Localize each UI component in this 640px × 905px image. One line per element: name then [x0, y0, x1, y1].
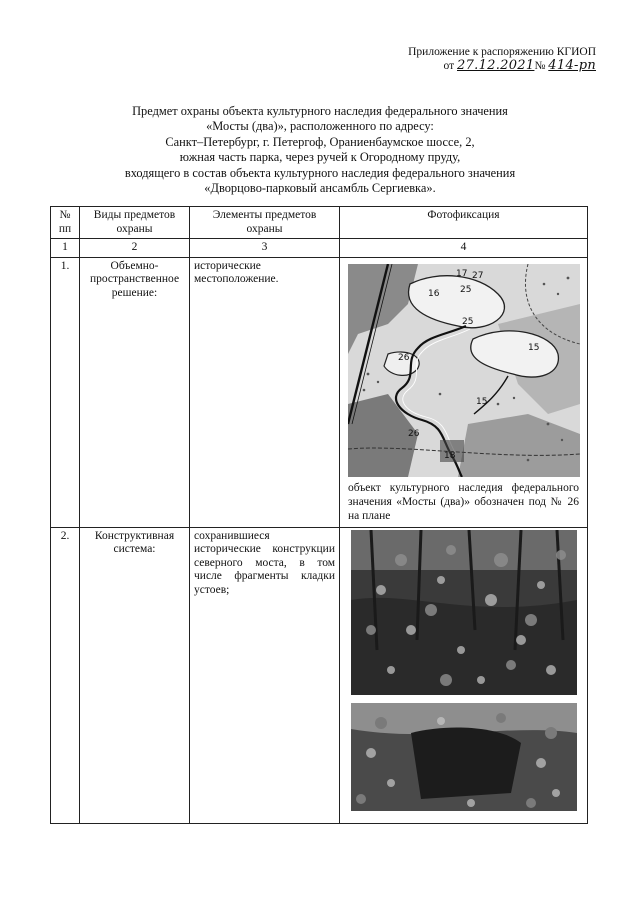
title-line: «Мосты (два)», расположенного по адресу: — [206, 119, 434, 134]
column-number-row — [51, 239, 588, 258]
map-label: 25 — [461, 316, 473, 327]
title-line: Предмет охраны объекта культурного наследия федерального значения — [132, 104, 508, 118]
title-line: входящего в состав объекта культурного наследия федерального значения — [124, 165, 516, 180]
header-photo: Фотофиксация — [340, 207, 588, 239]
table-row — [51, 527, 588, 823]
column-number: 3 — [190, 239, 340, 258]
table-row — [51, 257, 588, 527]
document-title — [60, 104, 580, 196]
map-label: 15 — [475, 396, 487, 407]
map-label: 26 — [397, 352, 409, 363]
title-line: «Дворцово-парковый ансамбль Сергиевка». — [204, 181, 436, 196]
row-element: исторические местоположение. — [190, 257, 340, 527]
row-num: 2. — [51, 527, 80, 823]
column-number: 4 — [340, 239, 588, 258]
annex-number: 414-рп — [548, 58, 596, 73]
map-caption: объект культурного наследия федерального значения «Мосты (два)» обозначен под № 26 на плане — [348, 481, 579, 522]
protection-table — [50, 206, 588, 824]
map-label: 27 — [471, 270, 483, 281]
map-label: 15 — [527, 342, 539, 353]
column-number: 2 — [80, 239, 190, 258]
map-label: 26 — [407, 428, 419, 439]
header-elements: Элементы предметов охраны — [190, 207, 340, 239]
title-line: южная часть парка, через ручей к Огородному пруду, — [179, 150, 461, 165]
map-label: 18 — [443, 450, 455, 461]
photo-abutment-masonry — [351, 703, 577, 811]
header-kinds: Виды предметов охраны — [80, 207, 190, 239]
annex-date-line — [350, 59, 596, 73]
photo-cell — [340, 257, 588, 527]
map-label: 16 — [427, 288, 439, 299]
map-label: 25 — [459, 284, 471, 295]
table-header-row — [51, 207, 588, 239]
row-element: сохранившиеся исторические конструкции северного моста, в том числе фрагменты кладки устоев; — [190, 527, 340, 823]
annex-prefix: от — [443, 60, 455, 72]
photo-north-bridge-overview — [351, 530, 577, 695]
column-number: 1 — [51, 239, 80, 258]
annex-no-sign: № — [534, 60, 546, 72]
header-num: № пп — [51, 207, 80, 239]
title-line: Санкт–Петербург, г. Петергоф, Ораниенбаумское шоссе, 2, — [165, 134, 475, 149]
map-label: 17 — [455, 268, 467, 279]
photo-cell — [340, 527, 588, 823]
annex-header — [350, 45, 596, 73]
annex-date: 27.12.2021 — [457, 58, 535, 73]
site-plan-map — [348, 264, 580, 477]
annex-line: Приложение к распоряжению КГИОП — [408, 46, 596, 58]
row-kind: Объемно-пространственное решение: — [80, 257, 190, 527]
row-kind: Конструктивная система: — [80, 527, 190, 823]
row-num: 1. — [51, 257, 80, 527]
